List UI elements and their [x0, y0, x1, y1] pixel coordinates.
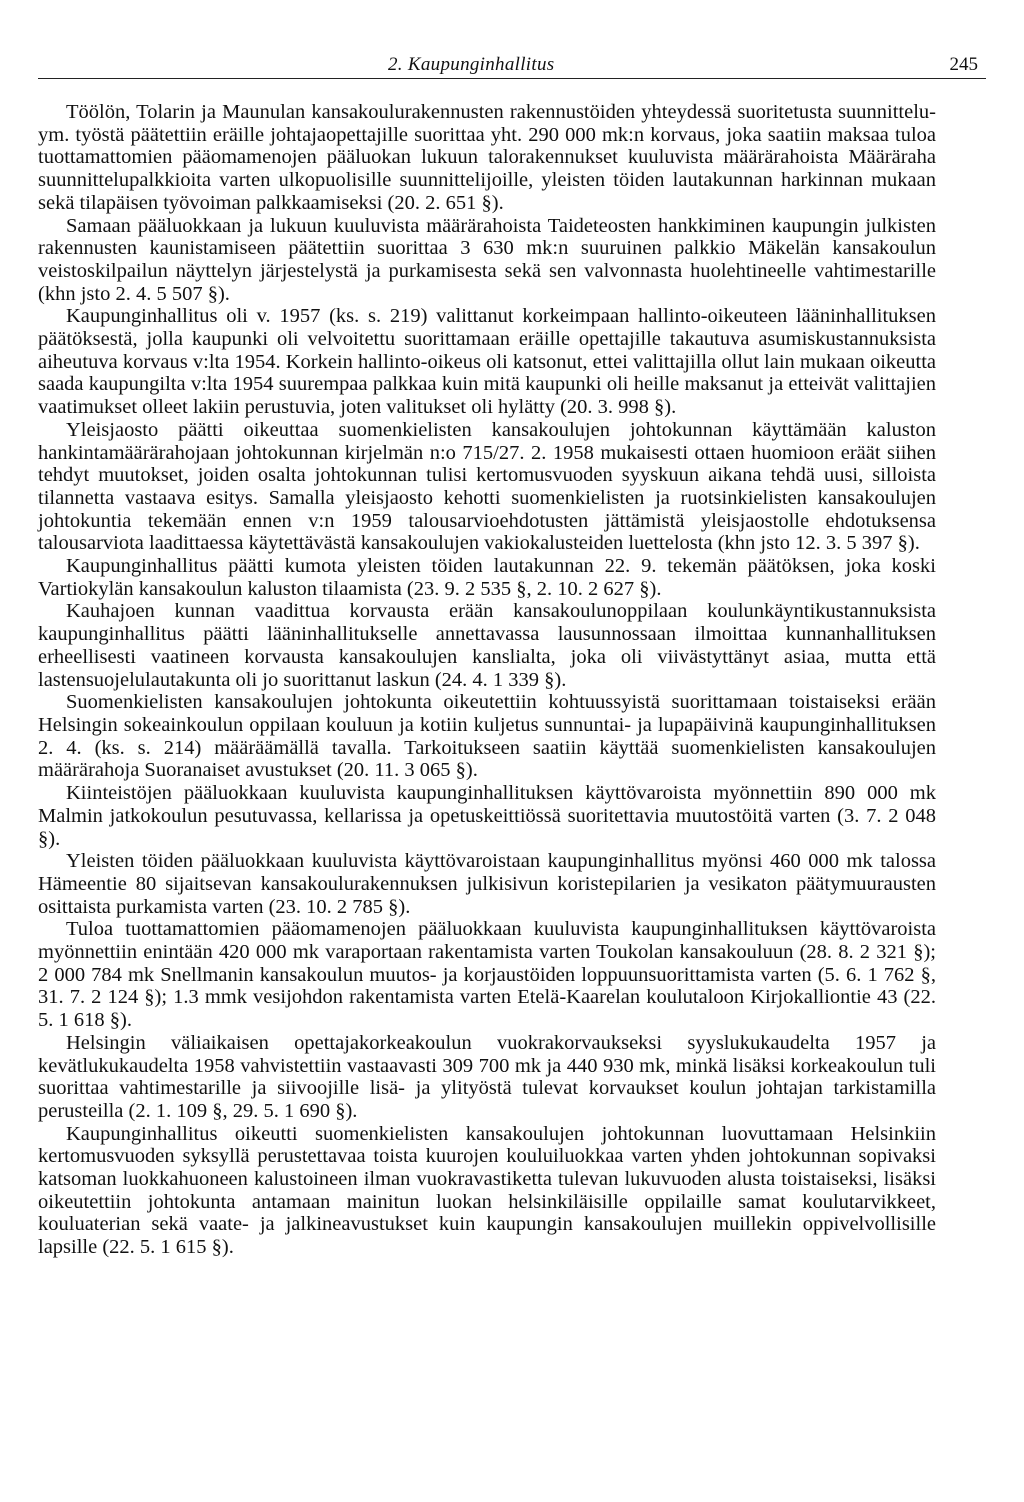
paragraph: Samaan pääluokkaan ja lukuun kuuluvista määrärahoista Taideteosten hankkiminen kaupungin julkisten rakennusten kaunistamiseen päätettiin suorittaa 3 630 mk:n suuruinen palkkio Mäkelän kansakoulun veistoskilpailun näyttelyn järjestelystä ja purkamisesta sekä sen valvonnasta huolehtineelle vahtimestarille (khn jsto 2. 4. 5 507 §).	[38, 214, 936, 305]
page	[38, 48, 986, 1259]
paragraph: Kiinteistöjen pääluokkaan kuuluvista kaupunginhallituksen käyttövaroista myönnettiin 890 000 mk Malmin jatkokoulun pesutuvassa, kellarissa ja opetuskeittiössä suoritettavia muutostöitä varten (3. 7. 2 048 §).	[38, 782, 936, 850]
paragraph: Yleisten töiden pääluokkaan kuuluvista käyttövaroistaan kaupunginhallitus myönsi 460 000 mk talossa Hämeentie 80 sijaitsevan kansakoulurakennuksen julkisivun koristepilarien ja vesikaton päätymuurausten osittaista purkamista varten (23. 10. 2 785 §).	[38, 850, 936, 918]
paragraph: Kaupunginhallitus oikeutti suomenkielisten kansakoulujen johtokunnan luovuttamaan Helsinkiin kertomusvuoden syksyllä perustettavaa toista kuurojen kouluiluokkaa varten yhden johtokunnan sopivaksi katsoman luokkahuoneen kalustoineen ilman vuokravastiketta tulevan lukuvuoden alusta toistaiseksi, lisäksi oikeutettiin johtokunta antamaan mainitun luokan helsinkiläisille oppilaille samat koulutarvikkeet, kouluaterian sekä vaate- ja jalkineavustukset kuin kaupungin kansakoulujen muillekin oppivelvollisille lapsille (22. 5. 1 615 §).	[38, 1122, 936, 1259]
running-header	[38, 48, 986, 79]
paragraph: Töölön, Tolarin ja Maunulan kansakoulurakennusten rakennustöiden yhteydessä suoritetusta suunnittelu- ym. työstä päätettiin eräille johtajaopettajille suorittaa yht. 290 000 mk:n korvaus, joka saatiin maksaa tuloa tuottamattomien pääomamenojen pääluokan lukuun talorakennukset kuuluvista määrärahoista Määräraha suunnittelupalkkioita varten ulkopuolisille suunnittelijoille, yleisten töiden lautakunnan harkinnan mukaan sekä tilapäisen työvoiman palkkaamiseksi (20. 2. 651 §).	[38, 101, 936, 214]
paragraph: Helsingin väliaikaisen opettajakorkeakoulun vuokrakorvaukseksi syyslukukaudelta 1957 ja kevätlukukaudelta 1958 vahvistettiin vastaavasti 309 700 mk ja 440 930 mk, minkä lisäksi korkeakoulun tuli suorittaa vahtimestarille ja siivoojille lisä- ja ylityöstä tulevat korvaukset koulun johtajan tarkistamilla perusteilla (2. 1. 109 §, 29. 5. 1 690 §).	[38, 1031, 936, 1122]
paragraph: Yleisjaosto päätti oikeuttaa suomenkielisten kansakoulujen johtokunnan käyttämään kaluston hankintamäärärahojaan johtokunnan kirjelmän n:o 715/27. 2. 1958 mukaisesti ottaen huomioon eräät siihen tehdyt muutokset, joiden osalta johtokunnan tulisi kertomusvuoden syyskuun aikana tehdä uusi, silloista tilannetta vastaava esitys. Samalla yleisjaosto kehotti suomenkielisten ja ruotsinkielisten kansakoulujen johtokuntia tekemään ennen v:n 1959 talousarvioehdotusten jättämistä yleisjaostolle ehdotuksensa talousarviota laadittaessa käytettävästä kansakoulujen vakiokalusteiden luettelosta (khn jsto 12. 3. 5 397 §).	[38, 418, 936, 555]
body-text	[38, 101, 936, 1259]
page-number: 245	[949, 54, 978, 75]
paragraph: Tuloa tuottamattomien pääomamenojen pääluokkaan kuuluvista kaupunginhallituksen käyttövaroista myönnettiin enintään 420 000 mk varaportaan rakentamista varten Toukolan kansakouluun (28. 8. 2 321 §); 2 000 784 mk Snellmanin kansakoulun muutos- ja korjaustöiden loppuunsuorittamista varten (5. 6. 1 762 §, 31. 7. 2 124 §); 1.3 mmk vesijohdon rakentamista varten Etelä-Kaarelan koulutaloon Kirjokalliontie 43 (22. 5. 1 618 §).	[38, 918, 936, 1032]
section-title: 2. Kaupunginhallitus	[388, 54, 555, 75]
paragraph: Suomenkielisten kansakoulujen johtokunta oikeutettiin kohtuussyistä suorittamaan toistaiseksi erään Helsingin sokeainkoulun oppilaan kouluun ja kotiin kuljetus sunnuntai- ja lupapäivinä kaupunginhallituksen 2. 4. (ks. s. 214) määräämällä tavalla. Tarkoitukseen saatiin käyttää suomenkielisten kansakoulujen määrärahoja Suoranaiset avustukset (20. 11. 3 065 §).	[38, 691, 936, 782]
paragraph: Kauhajoen kunnan vaadittua korvausta erään kansakoulunoppilaan koulunkäyntikustannuksista kaupunginhallitus päätti lääninhallitukselle annettavassa lausunnossaan ilmoittaa kunnanhallituksen erheellisesti vaatineen korvausta kansakoulujen kanslialta, joka oli viivästyttänyt asiaa, mutta että lastensuojelulautakunta oli jo suorittanut laskun (24. 4. 1 339 §).	[38, 600, 936, 691]
paragraph: Kaupunginhallitus päätti kumota yleisten töiden lautakunnan 22. 9. tekemän päätöksen, joka koski Vartiokylän kansakoulun kaluston tilaamista (23. 9. 2 535 §, 2. 10. 2 627 §).	[38, 555, 936, 600]
paragraph: Kaupunginhallitus oli v. 1957 (ks. s. 219) valittanut korkeimpaan hallinto-oikeuteen lääninhallituksen päätöksestä, jolla kaupunki oli velvoitettu suorittamaan eräille opettajille takautuva asumiskustannuksista aiheutuva korvaus v:lta 1954. Korkein hallinto-oikeus oli katsonut, ettei valittajilla ollut lain mukaan oikeutta saada kaupungilta v:lta 1954 suurempaa palkkaa kuin mitä kaupunki oli heille maksanut ja etteivät valittajien vaatimukset olleet lakiin perustuvia, joten valitukset oli hylätty (20. 3. 998 §).	[38, 305, 936, 419]
